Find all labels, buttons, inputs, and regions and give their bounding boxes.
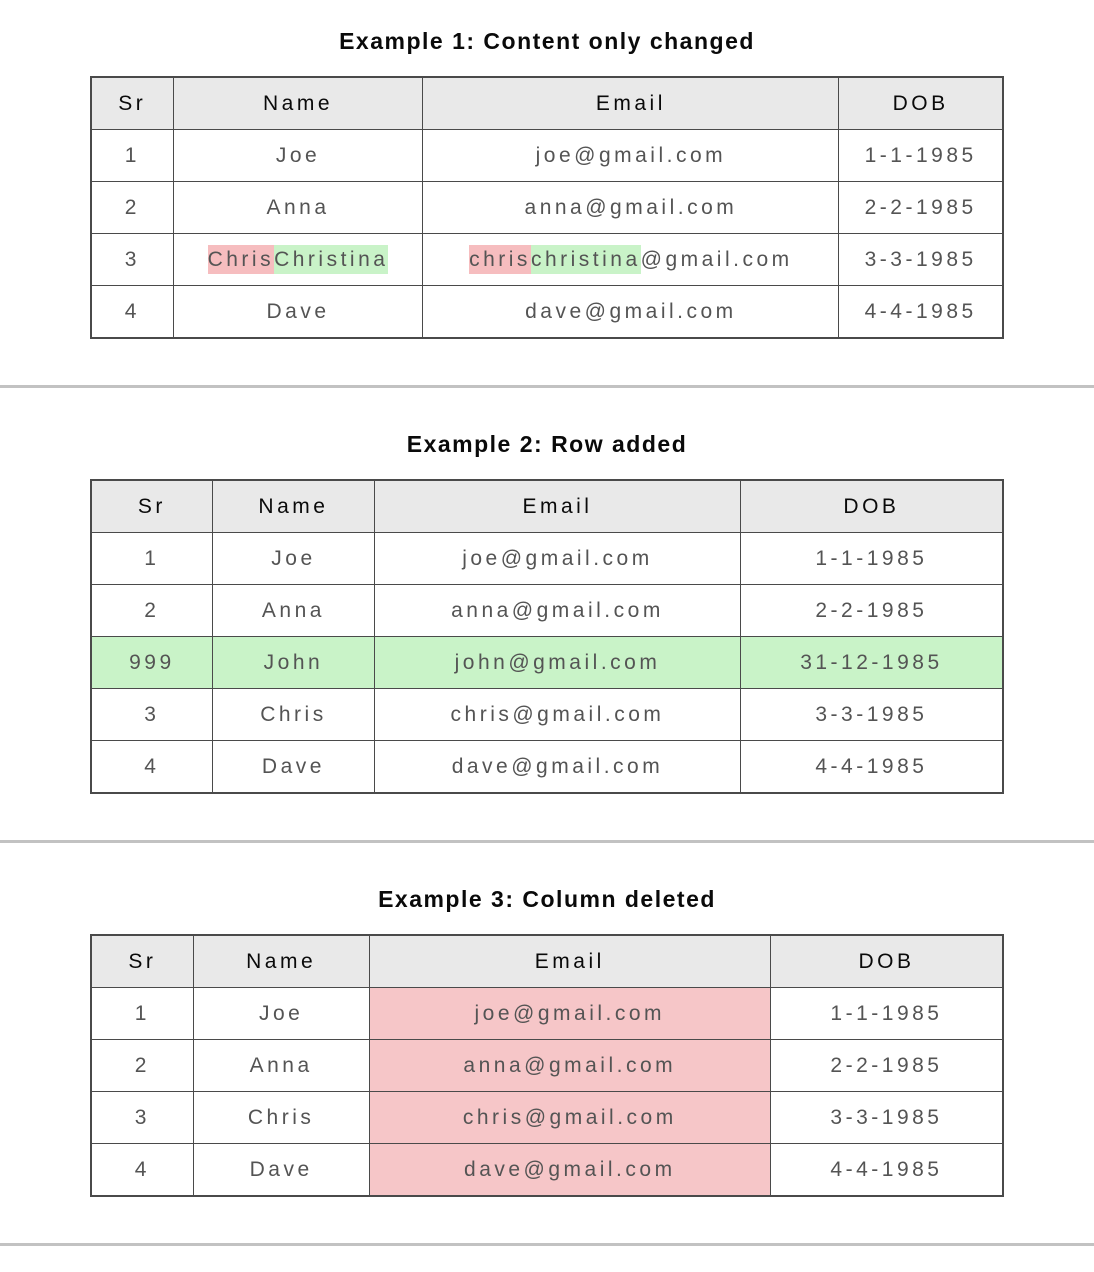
cell-text: 1-1-1985 [815,547,928,570]
cell [740,689,1003,741]
example-1-section [0,27,1094,339]
table-row [91,1144,1003,1197]
cell [369,1092,770,1144]
cell [91,286,173,339]
cell-text: 3-3-1985 [815,703,928,726]
cell [770,1040,1003,1092]
cell-text: john@gmail.com [454,651,661,674]
cell [173,234,423,286]
cell [91,988,193,1040]
table-row [91,1040,1003,1092]
content-changed-table [90,76,1004,339]
cell-text: dave@gmail.com [451,755,664,778]
cell-text: 3-3-1985 [864,248,977,271]
column-header-dob: DOB [770,935,1003,988]
cell [740,585,1003,637]
cell [839,130,1003,182]
diff-examples-page [0,27,1094,1246]
cell [369,1144,770,1197]
row-added-table [90,479,1004,794]
cell [212,689,374,741]
cell-text: 2 [134,1054,150,1077]
cell-text: John [263,651,324,674]
header-row [91,480,1003,533]
cell-text: chris@gmail.com [450,703,665,726]
cell-text: 999 [129,651,175,674]
cell [423,286,839,339]
cell [91,585,212,637]
cell-text: 4-4-1985 [830,1158,943,1181]
cell [770,1092,1003,1144]
cell-text: Joe [275,144,321,167]
cell-text: chris@gmail.com [462,1106,677,1129]
added-row [91,637,1003,689]
cell [839,182,1003,234]
section-divider [0,840,1094,843]
cell [91,234,173,286]
cell-text: 2 [144,599,160,622]
cell [91,1040,193,1092]
cell-text: joe@gmail.com [474,1002,666,1025]
diff-added-text: christina [531,245,641,274]
column-header-dob: DOB [839,77,1003,130]
cell-text: Dave [249,1158,313,1181]
cell [423,234,839,286]
cell [91,689,212,741]
cell-text: 3 [134,1106,150,1129]
cell-text: Dave [266,300,330,323]
cell-text: dave@gmail.com [464,1158,676,1181]
table-row [91,286,1003,339]
cell [423,130,839,182]
cell [740,533,1003,585]
section-divider [0,385,1094,388]
cell [375,533,741,585]
cell-text: 4-4-1985 [864,300,977,323]
cell-text: 2 [124,196,140,219]
column-header-name: Name [212,480,374,533]
header-row [91,77,1003,130]
cell-text: 1 [134,1002,150,1025]
cell-text: 3 [144,703,160,726]
cell-text: 2-2-1985 [815,599,928,622]
column-header-sr: Sr [91,480,212,533]
cell-text: Anna [249,1054,313,1077]
cell-text: Chris [260,703,327,726]
cell [212,533,374,585]
cell [91,130,173,182]
example-2-title: Example 2: Row added [406,431,688,457]
diff-added-text: Christina [274,245,388,274]
table-row [91,533,1003,585]
column-header-sr: Sr [91,77,173,130]
cell-text: 2-2-1985 [864,196,977,219]
cell [369,1040,770,1092]
cell [839,286,1003,339]
cell-text: anna@gmail.com [524,196,738,219]
cell-text: 2-2-1985 [830,1054,943,1077]
cell [770,988,1003,1040]
cell-text: anna@gmail.com [463,1054,677,1077]
cell [839,234,1003,286]
cell [212,741,374,794]
example-3-title: Example 3: Column deleted [378,886,716,912]
cell-text: 1-1-1985 [864,144,977,167]
table-row [91,182,1003,234]
column-header-email: Email [369,935,770,988]
cell [91,741,212,794]
cell-text: 1 [124,144,140,167]
cell [375,689,741,741]
cell [423,182,839,234]
cell [375,585,741,637]
column-header-dob: DOB [740,480,1003,533]
cell-text: @gmail.com [640,248,793,271]
cell [375,637,741,689]
section-divider [0,1243,1094,1246]
cell [91,182,173,234]
cell-text: 31-12-1985 [800,651,943,674]
cell-text: 1-1-1985 [830,1002,943,1025]
cell [173,286,423,339]
cell [740,741,1003,794]
cell-text: Chris [247,1106,315,1129]
cell [770,1144,1003,1197]
cell [193,1040,369,1092]
cell-text: Dave [261,755,325,778]
cell-text: 4-4-1985 [815,755,928,778]
cell-text: Anna [266,196,330,219]
diff-removed-text: chris [469,245,531,274]
cell [173,130,423,182]
cell [212,585,374,637]
cell [369,988,770,1040]
table-row [91,234,1003,286]
cell [173,182,423,234]
column-header-email: Email [423,77,839,130]
cell [212,637,374,689]
table-row [91,988,1003,1040]
cell [91,1144,193,1197]
cell-text: Anna [261,599,325,622]
table-row [91,130,1003,182]
column-header-sr: Sr [91,935,193,988]
diff-removed-text: Chris [208,245,275,274]
table-row [91,1092,1003,1144]
cell-text: Joe [271,547,316,570]
cell-text: Joe [258,1002,304,1025]
cell-text: 3 [124,248,140,271]
cell-text: 4 [134,1158,150,1181]
cell-text: 3-3-1985 [830,1106,943,1129]
cell-text: joe@gmail.com [535,144,727,167]
cell-text: dave@gmail.com [525,300,737,323]
cell-text: anna@gmail.com [451,599,664,622]
cell-text: 1 [144,547,160,570]
cell [375,741,741,794]
cell-text: 4 [124,300,140,323]
example-3-section [0,885,1094,1197]
cell [193,988,369,1040]
cell [91,533,212,585]
cell [740,637,1003,689]
column-deleted-table [90,934,1004,1197]
example-2-section [0,430,1094,794]
cell [193,1144,369,1197]
column-header-email: Email [375,480,741,533]
example-1-title: Example 1: Content only changed [339,28,755,54]
table-row [91,585,1003,637]
cell [91,1092,193,1144]
cell-text: 4 [144,755,160,778]
column-header-name: Name [193,935,369,988]
table-row [91,689,1003,741]
cell [91,637,212,689]
header-row [91,935,1003,988]
cell [193,1092,369,1144]
table-row [91,741,1003,794]
column-header-name: Name [173,77,423,130]
cell-text: joe@gmail.com [462,547,653,570]
